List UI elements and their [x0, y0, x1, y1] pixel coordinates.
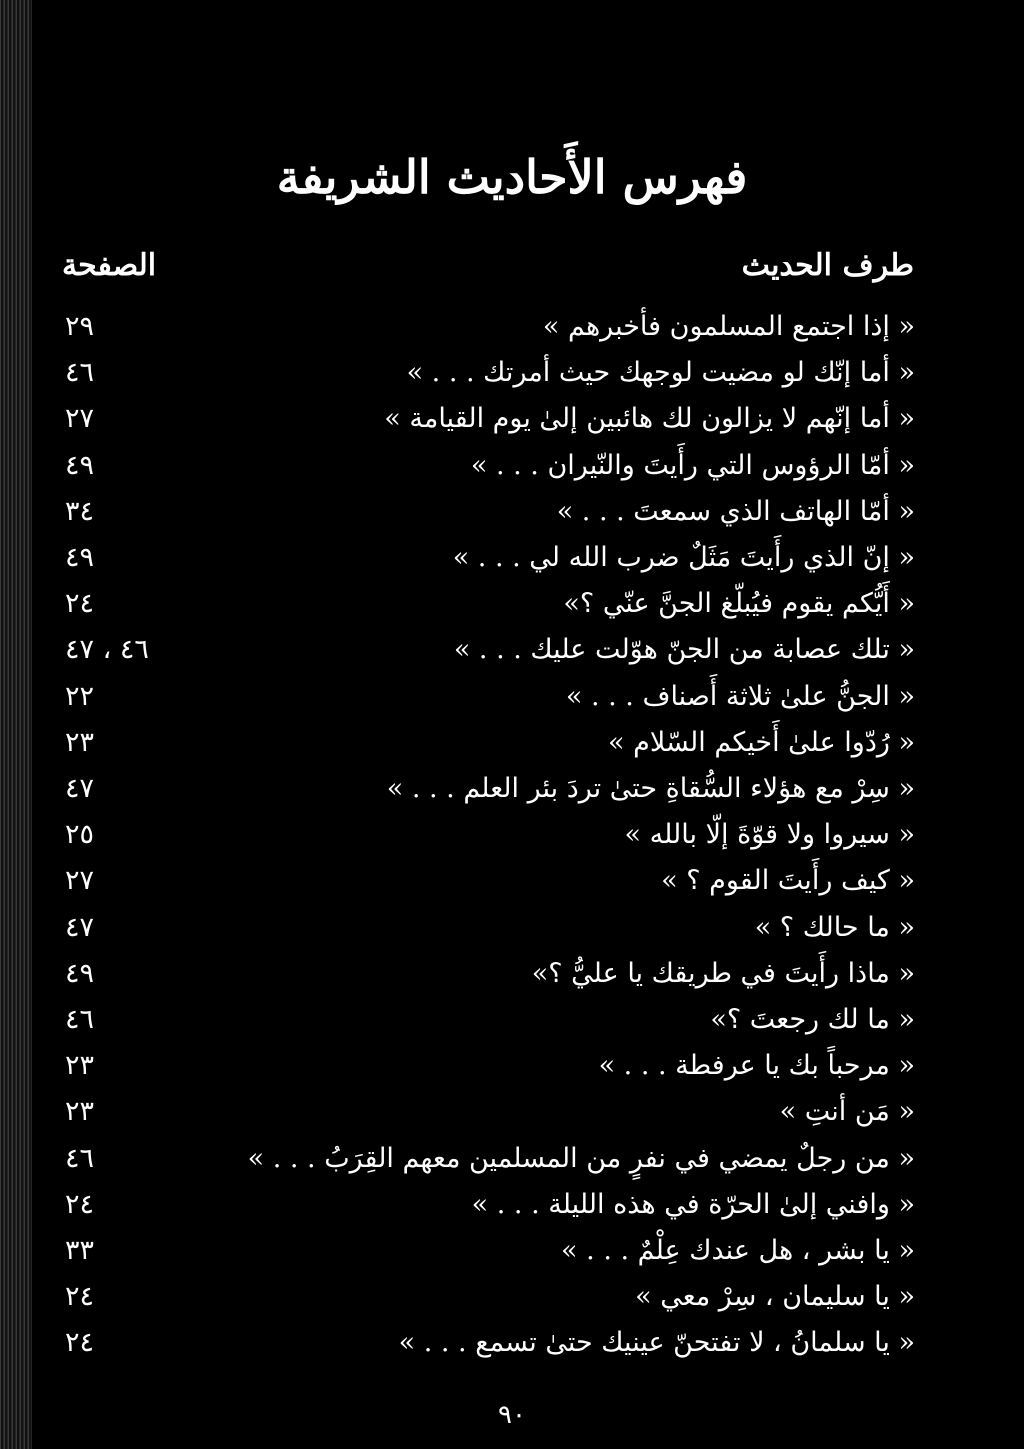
hadith-text: « الجنُّ علىٰ ثلاثة أَصناف . . . » — [565, 680, 915, 712]
hadith-text: « سيروا ولا قوّةَ إلّا بالله » — [624, 819, 915, 851]
index-entry — [55, 489, 915, 535]
page-reference: ٢٣ — [65, 1096, 95, 1128]
page-reference: ٢٣ — [65, 726, 95, 758]
page-title: فهرس الأَحاديث الشريفة — [276, 150, 748, 204]
page-reference: ٢٧ — [65, 865, 95, 897]
hadith-text: « ماذا رأَيتَ في طريقك يا عليُّ ؟» — [531, 957, 915, 989]
hadith-text: « أما إنّهم لا يزالون لك هائبين إلىٰ يوم القيامة » — [384, 403, 915, 435]
page-reference: ٢٧ — [65, 403, 95, 435]
index-entry — [55, 304, 915, 350]
page-reference: ٢٤ — [65, 1327, 95, 1359]
page-reference: ٢٤ — [65, 1188, 95, 1220]
index-entry — [55, 627, 915, 673]
page-reference: ٤٧ — [65, 911, 95, 943]
index-entry — [55, 1274, 915, 1320]
hadith-text: « رُدّوا علىٰ أَخيكم السّلام » — [608, 726, 915, 758]
page-reference: ٢٤ — [65, 1281, 95, 1313]
scan-edge — [0, 0, 32, 1449]
page-reference: ٤٧ — [65, 773, 95, 804]
hadith-text: « مرحباً بك يا عرفطة . . . » — [598, 1050, 915, 1082]
index-entry — [55, 766, 915, 812]
page-reference: ٤٦ — [65, 357, 95, 389]
index-entry — [55, 905, 915, 951]
hadith-text: « من رجلٌ يمضي في نفرٍ من المسلمين معهم القِرَبُ . . . » — [247, 1142, 915, 1174]
hadith-text: « أمّا الرؤوس التي رأَيتَ والنّيران . . . » — [470, 449, 915, 481]
hadith-text: « أَيُّكم يقوم فيُبلّغ الجنَّ عنّي ؟» — [563, 588, 915, 620]
index-entry — [55, 812, 915, 858]
hadith-text: « أمّا الهاتف الذي سمعتَ . . . » — [556, 495, 915, 527]
index-entry — [55, 1182, 915, 1228]
index-entry — [55, 535, 915, 581]
page-reference: ٤٩ — [65, 449, 95, 481]
index-entry — [55, 1089, 915, 1135]
hadith-text: « يا سلمانُ ، لا تفتحنّ عينيك حتىٰ تسمع . . . » — [398, 1327, 915, 1359]
page-reference: ٢٤ — [65, 588, 95, 620]
hadith-text: « مَن أنتِ » — [779, 1096, 915, 1128]
page-reference: ٢٩ — [65, 311, 95, 342]
index-entry — [55, 1136, 915, 1182]
hadith-text: « وافني إلىٰ الحرّة في هذه الليلة . . . » — [471, 1188, 915, 1220]
page-reference: ٣٤ — [65, 495, 95, 527]
index-entry — [55, 581, 915, 627]
column-header-page: الصفحة — [62, 248, 157, 283]
hadith-text: « تلك عصابة من الجنّ هوّلت عليك . . . » — [453, 634, 915, 666]
page-reference: ٣٣ — [65, 1235, 95, 1266]
hadith-text: « يا بشر ، هل عندك عِلْمٌ . . . » — [561, 1235, 915, 1266]
hadith-text: « إذا اجتمع المسلمون فأخبرهم » — [542, 311, 915, 342]
hadith-text: « ما لك رجعتَ ؟» — [710, 1004, 915, 1035]
page-reference: ٢٣ — [65, 1050, 95, 1082]
page-reference: ٤٩ — [65, 957, 95, 989]
index-entry — [55, 951, 915, 997]
page-reference: ٢٢ — [65, 680, 95, 712]
page-reference: ٢٥ — [65, 819, 95, 851]
hadith-text: « أما إنّك لو مضيت لوجهك حيث أمرتك . . . » — [406, 357, 915, 389]
index-entry — [55, 1320, 915, 1366]
hadith-text: « ما حالك ؟ » — [754, 911, 915, 943]
index-entry — [55, 443, 915, 489]
index-entry — [55, 858, 915, 904]
page-reference: ٤٦ — [65, 1142, 95, 1174]
page-reference: ٤٦ — [65, 1004, 95, 1035]
hadith-text: « كيف رأَيتَ القوم ؟ » — [661, 865, 915, 897]
hadith-text: « إنّ الذي رأَيتَ مَثَلٌ ضرب الله لي . . . » — [452, 542, 915, 573]
page-reference: ٤٩ — [65, 542, 95, 573]
index-entry — [55, 674, 915, 720]
index-entry — [55, 350, 915, 396]
hadith-text: « يا سليمان ، سِرْ معي » — [635, 1281, 915, 1313]
index-entry — [55, 1228, 915, 1274]
page-reference: ٤٦ ، ٤٧ — [65, 634, 149, 666]
column-header-hadith: طرف الحديث — [741, 248, 914, 283]
index-entry — [55, 997, 915, 1043]
page-number: ٩٠ — [498, 1400, 526, 1430]
index-entry — [55, 720, 915, 766]
index-entry — [55, 396, 915, 442]
index-entry — [55, 1043, 915, 1089]
hadith-text: « سِرْ مع هؤلاء السُّقاةِ حتىٰ تردَ بئر العلم . . . » — [386, 773, 915, 804]
